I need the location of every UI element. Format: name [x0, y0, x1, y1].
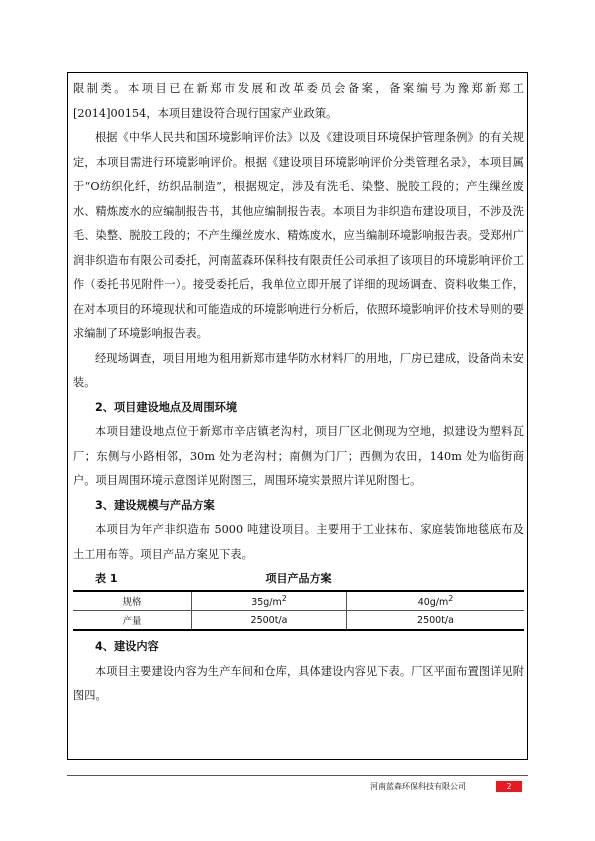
paragraph-construction: 本项目主要建设内容为生产车间和仓库，具体建设内容见下表。厂区平面布置图详见附图四。: [73, 664, 524, 702]
table-cell-value: 35g/m: [251, 597, 282, 609]
paragraph-eia-basis: 根据《中华人民共和国环境影响评价法》以及《建设项目环境保护管理条例》的有关规定，本项目需进行环境影响评价。根据《建设项目环境影响评价分类管理名录》，本项目属于“O纺织化纤，纺织品制造”，根据规定，涉及有洗毛、染整、脱胶工段的；产生缫丝废水、精炼废水的应编制报告书，其他应编制报告表。本项目为非织造布建设项目，不涉及洗毛、染整、脱胶工段的；不产生缫丝废水、精炼废水，应当编制环境影响报告表。受郑州广润非织造布有限公司委托，河南蓝森环保科技有限责任公司承担了该项目的环境影响评价工作（委托书见附件一）。接受委托后，我单位立即开展了详细的现场调查、资料收集工作，在对本项目的环境现状和可能造成的环境影响进行分析后，依照环境影响评价技术导则的要求编制了环境影响报告表。: [73, 131, 524, 340]
heading-scale: 3、建设规模与产品方案: [95, 498, 215, 512]
paragraph-policy: 限制类。本项目已在新郑市发展和改革委员会备案，备案编号为豫郑新郑工[2014]00154，本项目建设符合现行国家产业政策。: [73, 82, 524, 120]
superscript: 2: [281, 593, 287, 603]
table-cell-value: 2500t/a: [347, 611, 525, 631]
heading-location: 2、项目建设地点及周围环境: [95, 400, 238, 414]
page-content: [73, 77, 524, 709]
table-cell-label: 规格: [73, 591, 192, 611]
footer-company: 河南蓝森环保科技有限公司: [370, 782, 466, 791]
table-cell: [192, 591, 347, 611]
paragraph-scale: 本项目为年产非织造布 5000 吨建设项目。主要用于工业抹布、家庭装饰地毯底布及土工用布等。项目产品方案见下表。: [73, 523, 524, 561]
footer-divider: [67, 775, 528, 776]
paragraph-location: 本项目建设地点位于新郑市辛店镇老沟村，项目厂区北侧现为空地，拟建设为塑料瓦厂；东侧与小路相邻，30m 处为老沟村；南侧为门厂；西侧为农田，140m 处为临街商户。项目周围环境示意图详见附图三，周围环境实景照片详见附图七。: [73, 425, 524, 487]
table-number: 表 1: [95, 572, 118, 585]
superscript: 2: [448, 593, 454, 603]
page-frame: [67, 72, 528, 760]
heading-construction: 4、建设内容: [95, 640, 159, 653]
table-cell: [347, 591, 525, 611]
table-title: 项目产品方案: [265, 572, 332, 585]
table-row: [73, 591, 524, 611]
table-cell-value: 2500t/a: [192, 611, 347, 631]
table-caption: [73, 569, 524, 589]
product-table: [73, 590, 524, 631]
paragraph-site-survey: 经现场调查，项目用地为租用新郑市建华防水材料厂的用地，厂房已建成，设备尚未安装。: [73, 351, 524, 389]
table-cell-label: 产量: [73, 611, 192, 631]
table-cell-value: 40g/m: [417, 597, 449, 609]
page-number-badge: 2: [496, 781, 522, 792]
table-row: [73, 611, 524, 631]
